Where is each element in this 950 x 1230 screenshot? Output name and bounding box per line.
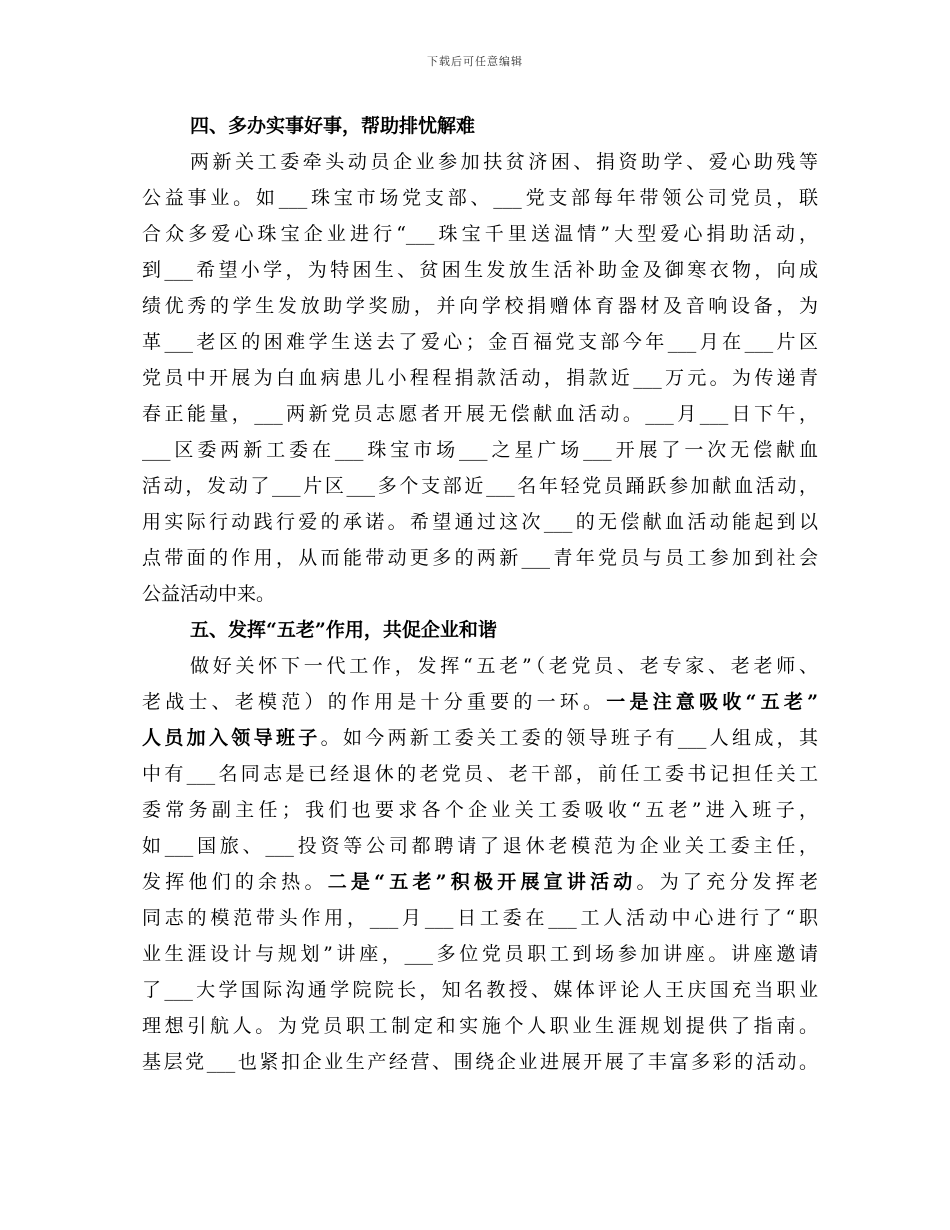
paragraph-line [142, 828, 818, 864]
text-segment: 发挥他们的余热。 [142, 871, 328, 893]
text-segment: 用实际行动践行爱的承诺。希望通过这次___的无偿献血活动能起到以 [142, 511, 818, 533]
text-segment: 公益活动中来。 [142, 583, 276, 605]
text-segment: 中有___名同志是已经退休的老党员、老干部，前任工委书记担任关工 [142, 763, 818, 785]
bold-text: 人员加入领导班子 [142, 727, 321, 749]
paragraph-line [142, 684, 818, 720]
paragraph-line [142, 900, 818, 936]
text-segment: 活动，发动了___片区___多个支部近___名年轻党员踊跃参加献血活动， [142, 475, 818, 497]
paragraph-line [142, 144, 818, 180]
paragraph-line [142, 648, 818, 684]
paragraph-line [142, 288, 818, 324]
text-segment: 基层党___也紧扣企业生产经营、围绕企业进展开展了丰富多彩的活动。 [142, 1051, 818, 1073]
paragraph-line [142, 216, 818, 252]
paragraph-line [142, 180, 818, 216]
bold-text: 二是“五老”积极开展宣讲活动 [327, 871, 637, 893]
paragraph-line [142, 792, 818, 828]
section-heading [142, 108, 818, 144]
text-segment: 公益事业。如___珠宝市场党支部、___党支部每年带领公司党员，联 [142, 187, 818, 209]
page-header: 下载后可任意编辑 [427, 55, 523, 68]
paragraph-line [142, 576, 818, 612]
text-segment: 做好关怀下一代工作，发挥“五老”（老党员、老专家、老老师、 [190, 655, 818, 677]
text-segment: 委常务副主任；我们也要求各个企业关工委吸收“五老”进入班子， [142, 799, 818, 821]
paragraph-line [142, 396, 818, 432]
text-segment: 五、发挥“五老”作用，共促企业和谐 [190, 619, 497, 641]
text-segment: 点带面的作用，从而能带动更多的两新___青年党员与员工参加到社会 [142, 547, 818, 569]
text-segment: 春正能量，___两新党员志愿者开展无偿献血活动。___月___日下午， [142, 403, 818, 425]
paragraph-line [142, 252, 818, 288]
paragraph-line [142, 432, 818, 468]
paragraph-line [142, 936, 818, 972]
paragraph-line [142, 720, 818, 756]
text-segment: 了___大学国际沟通学院院长，知名教授、媒体评论人王庆国充当职业 [142, 979, 818, 1001]
paragraph-line [142, 756, 818, 792]
paragraph-line [142, 540, 818, 576]
text-segment: 四、多办实事好事，帮助排忧解难 [190, 115, 476, 137]
text-segment: 。如今两新工委关工委的领导班子有___人组成，其 [320, 727, 818, 749]
paragraph-line [142, 324, 818, 360]
text-segment: 业生涯设计与规划”讲座，___多位党员职工到场参加讲座。讲座邀请 [142, 943, 818, 965]
text-segment: 革___老区的困难学生送去了爱心；金百福党支部今年___月在___片区 [142, 331, 818, 353]
paragraph-line [142, 864, 818, 900]
text-segment: 。为了充分发挥老 [636, 871, 818, 893]
text-segment: 如___国旅、___投资等公司都聘请了退休老模范为企业关工委主任， [142, 835, 818, 857]
text-segment: 老战士、老模范）的作用是十分重要的一环。 [142, 691, 607, 713]
text-segment: 合众多爱心珠宝企业进行“___珠宝千里送温情”大型爱心捐助活动， [142, 223, 818, 245]
paragraph-line [142, 360, 818, 396]
section-heading [142, 612, 818, 648]
text-segment: 绩优秀的学生发放助学奖励，并向学校捐赠体育器材及音响设备，为 [142, 295, 818, 317]
paragraph-line [142, 504, 818, 540]
text-segment: 理想引航人。为党员职工制定和实施个人职业生涯规划提供了指南。 [142, 1015, 818, 1037]
text-segment: 到___希望小学，为特困生、贫困生发放生活补助金及御寒衣物，向成 [142, 259, 818, 281]
paragraph-line [142, 468, 818, 504]
text-segment: 同志的模范带头作用，___月___日工委在___工人活动中心进行了“职 [142, 907, 818, 929]
text-segment: 党员中开展为白血病患儿小程程捐款活动，捐款近___万元。为传递青 [142, 367, 818, 389]
bold-text: 一是注意吸收“五老” [606, 691, 818, 713]
paragraph-line [142, 972, 818, 1008]
text-segment: 两新关工委牵头动员企业参加扶贫济困、捐资助学、爱心助残等 [190, 151, 818, 173]
text-segment: ___区委两新工委在___珠宝市场___之星广场___开展了一次无偿献血 [142, 439, 818, 461]
paragraph-line [142, 1008, 818, 1044]
paragraph-line [142, 1044, 818, 1080]
document-body [142, 108, 818, 1080]
